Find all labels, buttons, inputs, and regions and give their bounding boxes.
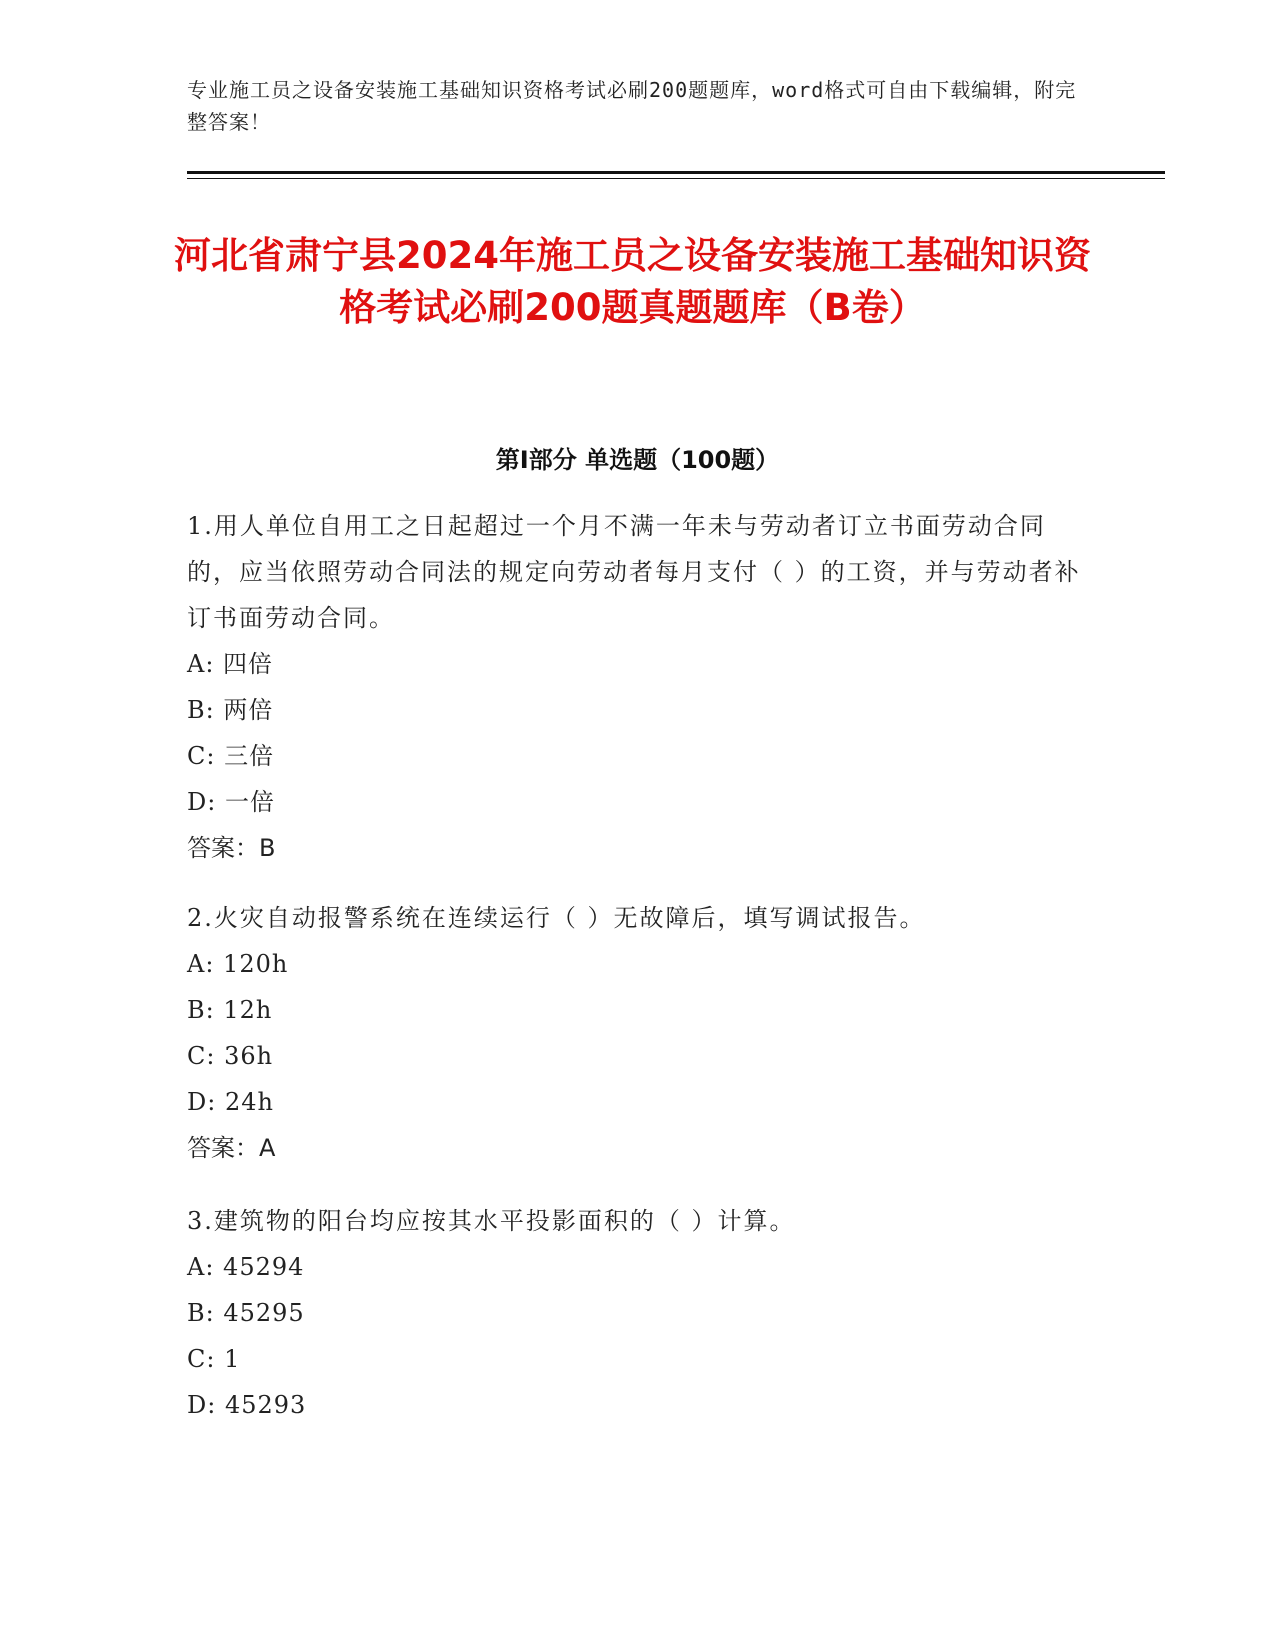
option-b: B: 12h	[187, 996, 273, 1024]
option-c: C: 1	[187, 1345, 241, 1373]
option-b: B: 两倍	[187, 696, 274, 724]
document-title: 河北省肃宁县2024年施工员之设备安装施工基础知识资格考试必刷200题真题题库（B卷）	[174, 234, 1091, 329]
answer: 答案：A	[187, 1134, 276, 1162]
header-rule-thin	[187, 178, 1165, 179]
option-c: C: 三倍	[187, 742, 275, 770]
option-d: D: 24h	[187, 1088, 274, 1116]
option-c: C: 36h	[187, 1042, 274, 1070]
option-d: D: 45293	[187, 1391, 307, 1419]
section-title: 第Ⅰ部分 单选题（100题）	[495, 446, 780, 474]
option-a: A: 四倍	[187, 650, 274, 678]
header-rule-thick	[187, 171, 1165, 174]
question-text: 1.用人单位自用工之日起超过一个月不满一年未与劳动者订立书面劳动合同的，应当依照劳动合同法的规定向劳动者每月支付（ ）的工资，并与劳动者补订书面劳动合同。	[187, 512, 1081, 632]
question-text: 3.建筑物的阳台均应按其水平投影面积的（ ）计算。	[187, 1207, 796, 1235]
question-block-2	[187, 895, 1087, 1171]
option-b: B: 45295	[187, 1299, 305, 1327]
option-a: A: 45294	[187, 1253, 305, 1281]
question-block-1	[187, 503, 1087, 871]
option-d: D: 一倍	[187, 788, 275, 816]
question-text: 2.火灾自动报警系统在连续运行（ ）无故障后，填写调试报告。	[187, 904, 926, 932]
header-note: 专业施工员之设备安装施工基础知识资格考试必刷200题题库，word格式可自由下载编辑，附完整答案！	[187, 78, 1077, 134]
answer: 答案：B	[187, 834, 276, 862]
option-a: A: 120h	[187, 950, 289, 978]
question-block-3	[187, 1198, 1087, 1428]
